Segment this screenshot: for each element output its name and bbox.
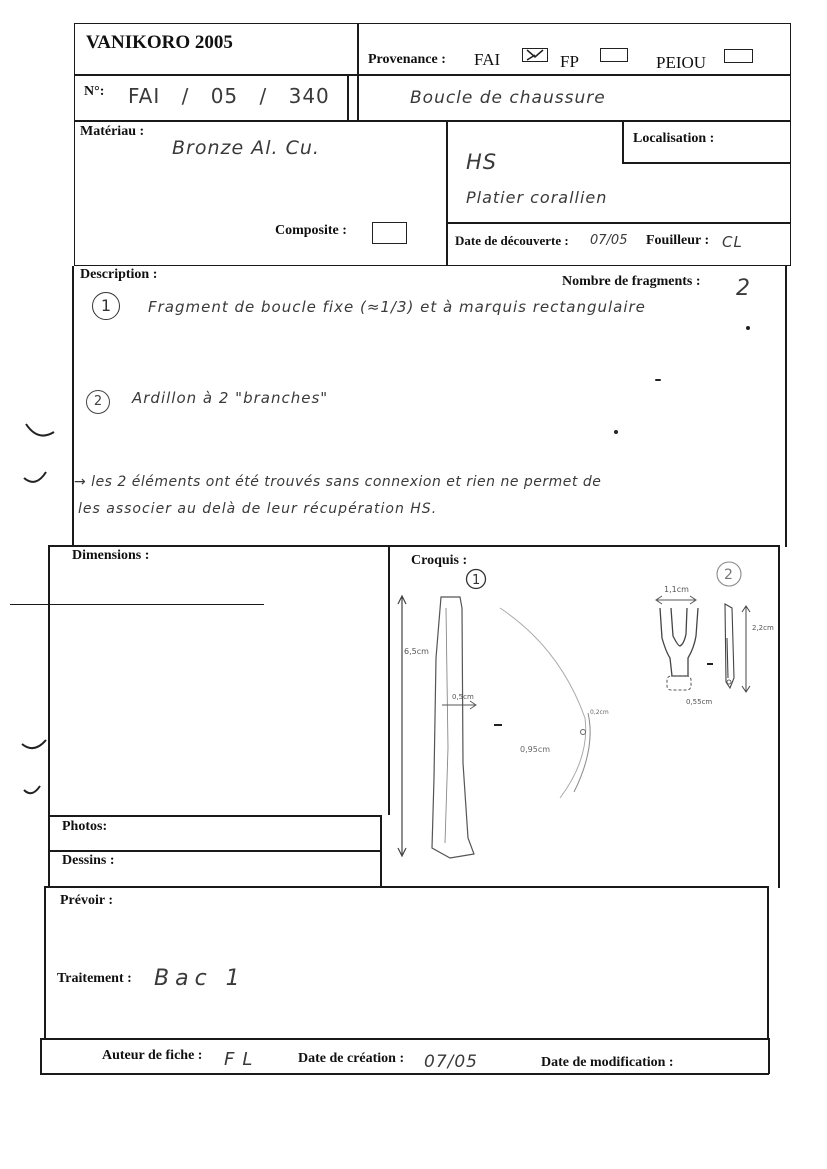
item1-circle	[92, 292, 120, 320]
dim-prong-width: 1,1cm	[664, 585, 689, 594]
divider	[72, 266, 74, 547]
divider	[44, 886, 46, 1040]
planning-label: Prévoir :	[60, 893, 113, 908]
material-value[interactable]: Bronze Al. Cu.	[172, 137, 320, 159]
binder-marks	[18, 410, 68, 810]
prong-side-view	[725, 604, 734, 688]
material-label: Matériau :	[80, 124, 145, 139]
author-label: Auteur de fiche :	[102, 1048, 203, 1063]
prong-outline	[660, 608, 698, 676]
item2-circle	[86, 390, 110, 414]
provenance-peiou-checkbox[interactable]	[724, 49, 753, 63]
form-title: VANIKORO 2005	[86, 32, 233, 53]
divider	[768, 1038, 770, 1074]
speck	[614, 430, 618, 434]
prong-base	[667, 676, 691, 690]
description-item2[interactable]: Ardillon à 2 "branches"	[132, 389, 329, 407]
composite-checkbox[interactable]	[372, 222, 407, 244]
fig1-number-circle	[467, 570, 486, 589]
description-note-line2[interactable]: les associer au delà de leur récupération HS.	[78, 501, 438, 517]
divider	[74, 74, 791, 76]
modified-label: Date de modification :	[541, 1055, 674, 1070]
buckle-fragment-outline	[432, 597, 474, 858]
divider	[357, 23, 359, 121]
created-label: Date de création :	[298, 1051, 405, 1066]
dim-prong-height: 2,2cm	[752, 624, 774, 632]
fig1-number: 1	[472, 573, 481, 588]
provenance-fp-label: FP	[560, 52, 579, 71]
strap-curve	[500, 608, 586, 798]
excavator-label: Fouilleur :	[646, 233, 710, 248]
divider	[622, 162, 791, 164]
excavator-value[interactable]: CL	[722, 233, 743, 251]
location-line1[interactable]: HS	[466, 150, 498, 174]
divider	[380, 815, 382, 888]
divider	[44, 886, 768, 888]
divider	[48, 815, 381, 817]
fragments-count[interactable]: 2	[736, 276, 751, 301]
divider	[40, 1038, 42, 1074]
prong-height-arrow	[742, 606, 750, 692]
dimensions-label: Dimensions :	[72, 548, 150, 563]
dim-small: 0,55cm	[686, 698, 713, 706]
dim-length: 6,5cm	[404, 647, 429, 656]
fig2-number-circle	[717, 562, 741, 586]
number-label: N°:	[84, 84, 105, 99]
fig2-number: 2	[724, 567, 733, 583]
location-label: Localisation :	[633, 131, 715, 146]
treatment-value[interactable]: Bac 1	[154, 966, 246, 991]
item2-number: 2	[93, 394, 103, 409]
number-value[interactable]: FAI / 05 / 340	[128, 84, 330, 108]
provenance-label: Provenance :	[368, 52, 446, 67]
discovery-date-value[interactable]: 07/05	[590, 233, 628, 248]
divider	[40, 1073, 769, 1075]
description-note-line1[interactable]: → les 2 éléments ont été trouvés sans connexion et rien ne permet de	[74, 474, 602, 490]
divider	[622, 120, 624, 163]
speck	[655, 379, 661, 381]
check-icon	[523, 49, 547, 61]
divider	[767, 886, 769, 1040]
description-label: Description :	[80, 267, 158, 282]
prong-side-hole	[727, 680, 731, 684]
pin-hole	[581, 730, 586, 735]
treatment-label: Traitement :	[57, 971, 132, 986]
buckle-fragment-inner	[445, 608, 448, 843]
provenance-fai-checkbox[interactable]	[522, 48, 548, 62]
location-line2[interactable]: Platier corallien	[466, 188, 608, 207]
divider	[446, 120, 448, 266]
created-value[interactable]: 07/05	[424, 1052, 478, 1072]
composite-label: Composite :	[275, 223, 347, 238]
provenance-peiou-label: PEIOU	[656, 53, 707, 72]
photos-label: Photos:	[62, 819, 108, 834]
number-field-border	[347, 76, 349, 120]
sketch-label: Croquis :	[411, 553, 468, 568]
divider	[48, 545, 779, 547]
description-item1[interactable]: Fragment de boucle fixe (≈1/3) et à marquis rectangulaire	[148, 298, 646, 316]
drawings-label: Dessins :	[62, 853, 115, 868]
divider	[40, 1038, 769, 1040]
sketch-drawing	[390, 548, 790, 888]
divider	[446, 222, 791, 224]
provenance-fai-label: FAI	[474, 50, 501, 69]
strap-curve-2	[574, 713, 590, 792]
provenance-fp-checkbox[interactable]	[600, 48, 628, 62]
dim-diameter: 0,95cm	[520, 745, 551, 754]
discovery-date-label: Date de découverte :	[455, 233, 569, 248]
author-value[interactable]: FL	[224, 1049, 261, 1070]
object-name[interactable]: Boucle de chaussure	[410, 88, 606, 108]
prong-width-arrow	[656, 596, 696, 604]
dim-width: 0,5cm	[452, 693, 474, 701]
dim-thickness: 0,2cm	[590, 709, 609, 716]
item1-number: 1	[100, 296, 112, 315]
fragments-label: Nombre de fragments :	[562, 274, 701, 289]
divider	[785, 266, 787, 547]
buckle-length-arrow	[398, 596, 406, 856]
divider	[48, 850, 381, 852]
speck	[746, 326, 750, 330]
divider	[74, 120, 791, 122]
